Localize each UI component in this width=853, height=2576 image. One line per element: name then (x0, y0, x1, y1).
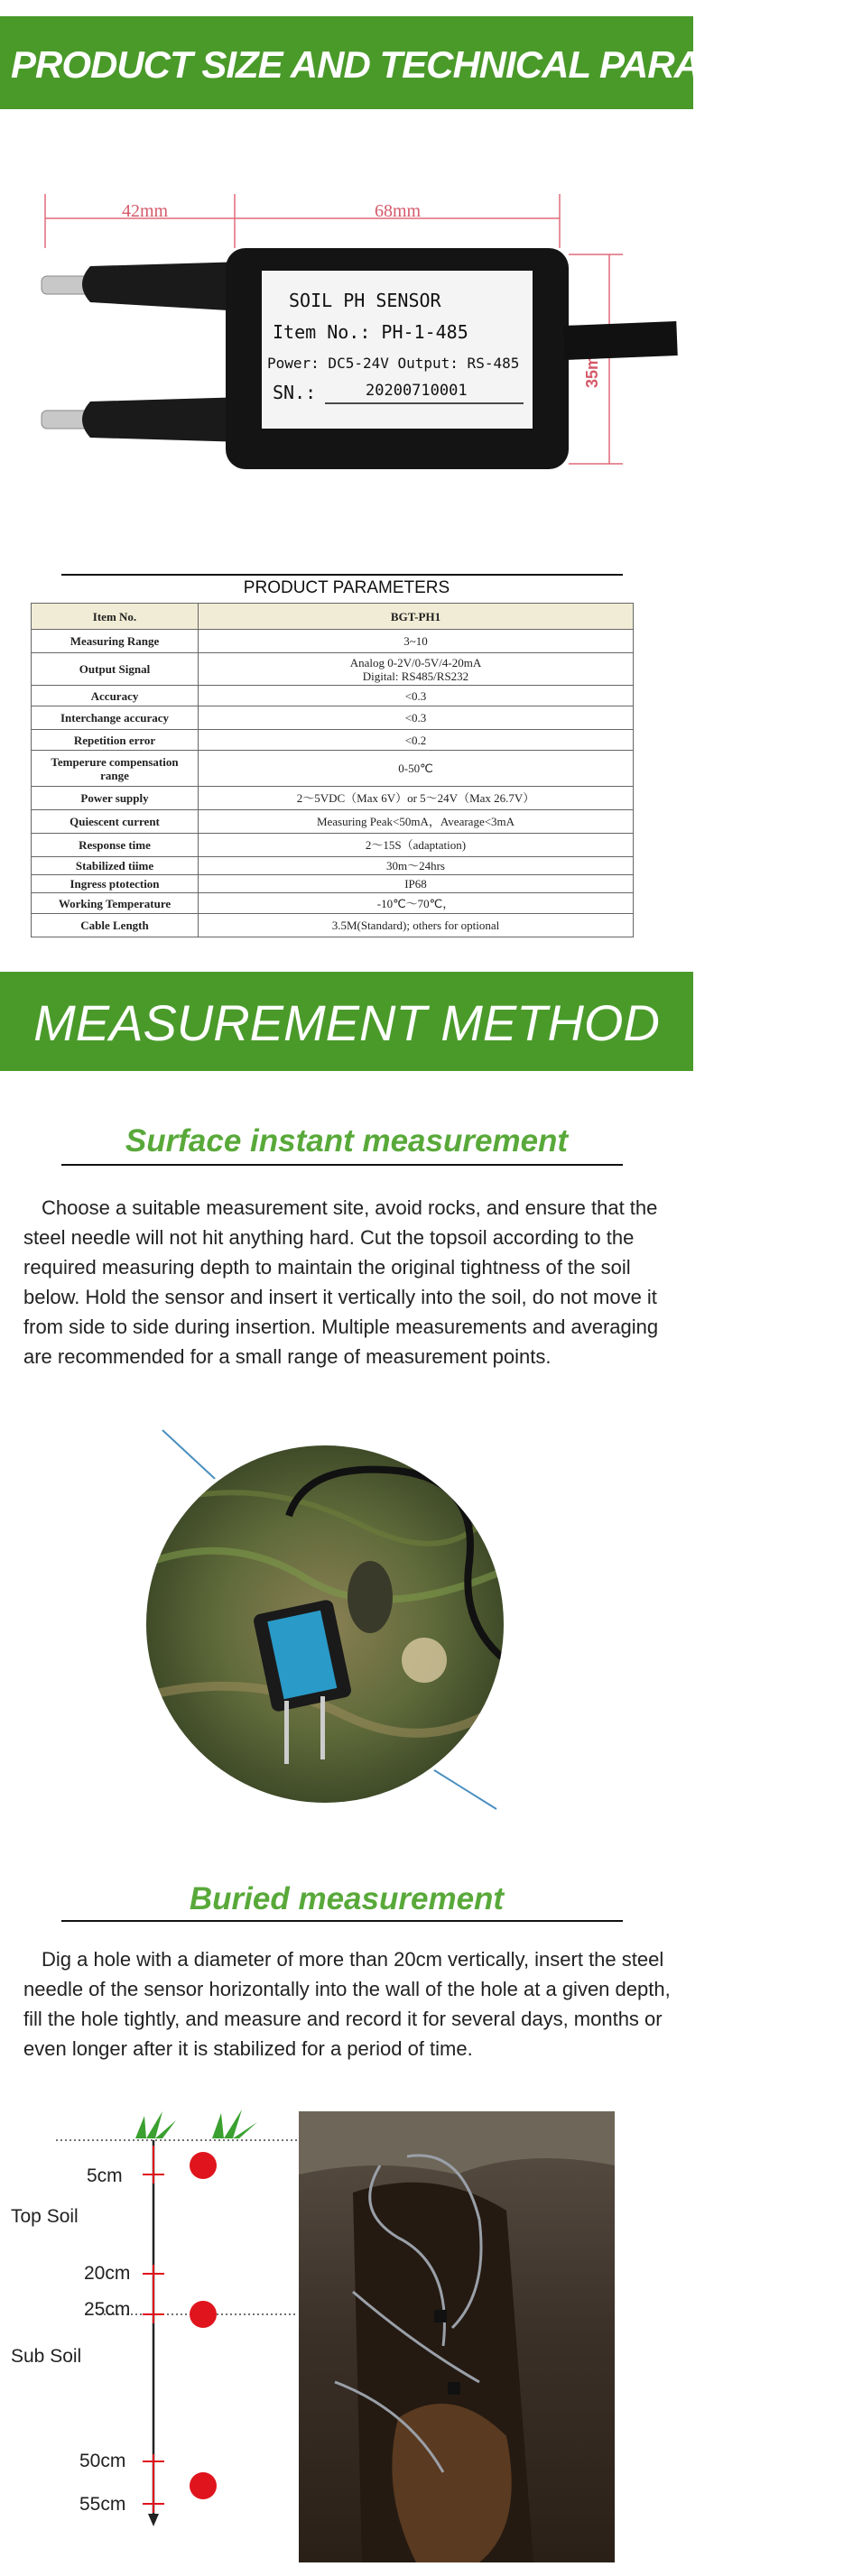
param-name: Quiescent current (32, 810, 199, 834)
params-row (32, 834, 634, 857)
param-name: Measuring Range (32, 630, 199, 653)
sensor-illustration (18, 153, 677, 532)
params-row (32, 893, 634, 914)
layer-top-soil: Top Soil (11, 2206, 79, 2227)
params-row (32, 653, 634, 686)
param-value: <0.3 (199, 686, 634, 706)
params-table (31, 603, 634, 937)
dim-right-label: 68mm (375, 201, 422, 221)
param-value: <0.2 (199, 730, 634, 751)
param-name: Temperure compensation range (32, 751, 199, 787)
surface-paragraph: Choose a suitable measurement site, avoid rocks, and ensure that the steel needle will not hit anything hard. Cut the topsoil according to the required measuring depth to maintain the original tightness of the soil below. Hold the sensor and insert it vertically into the soil, do not move it from side to side during insertion. Multiple measurements and averaging are recommended for a small range of measurement points. (23, 1196, 659, 1368)
param-name: Ingress ptotection (32, 875, 199, 893)
depth-55cm: 55cm (79, 2494, 126, 2515)
param-name: Output Signal (32, 653, 199, 686)
depth-5cm: 5cm (87, 2165, 123, 2186)
params-header-item: Item No. (32, 604, 199, 630)
params-top-rule (61, 574, 623, 576)
sensor-label-line1: SOIL PH SENSOR (289, 290, 441, 311)
param-name: Repetition error (32, 730, 199, 751)
sensor-label-sn-label: SN.: (273, 382, 317, 403)
params-row (32, 810, 634, 834)
param-name: Cable Length (32, 914, 199, 937)
sensor-label-line2: Item No.: PH-1-485 (273, 321, 468, 343)
param-value: Analog 0-2V/0-5V/4-20mA Digital: RS485/RS232 (199, 653, 634, 686)
sensor-product-image (18, 153, 677, 532)
param-value: 3.5M(Standard); others for optional (199, 914, 634, 937)
buried-title: Buried measurement (189, 1881, 505, 1916)
param-value: 0-50℃ (199, 751, 634, 787)
params-header-row (32, 604, 634, 630)
param-value: 2～5VDC（Max 6V）or 5～24V（Max 26.7V） (199, 787, 634, 810)
page-title: PRODUCT SIZE AND TECHNICAL PARAMETERS (11, 43, 853, 86)
param-value: 30m～24hrs (199, 857, 634, 875)
method-banner-title: MEASUREMENT METHOD (33, 994, 660, 1051)
params-row (32, 630, 634, 653)
param-value: <0.3 (199, 706, 634, 730)
param-name: Accuracy (32, 686, 199, 706)
buried-rule (61, 1920, 623, 1922)
params-row (32, 875, 634, 893)
dim-height-label: 35mm (583, 340, 601, 388)
depth-diagram (0, 2093, 298, 2562)
param-value: -10℃～70℃， (199, 893, 634, 914)
param-value: Measuring Peak<50mA，Avearage<3mA (199, 810, 634, 834)
params-row (32, 914, 634, 937)
surface-rule (61, 1164, 623, 1166)
params-row (32, 751, 634, 787)
param-name: Working Temperature (32, 893, 199, 914)
params-header-model: BGT-PH1 (199, 604, 634, 630)
param-name: Power supply (32, 787, 199, 810)
dim-left-label: 42mm (122, 201, 169, 221)
param-value: 2～15S（adaptation) (199, 834, 634, 857)
param-value: IP68 (199, 875, 634, 893)
layer-sub-soil: Sub Soil (11, 2346, 82, 2367)
param-name: Interchange accuracy (32, 706, 199, 730)
param-value: 3~10 (199, 630, 634, 653)
params-row (32, 686, 634, 706)
params-row (32, 787, 634, 810)
params-row (32, 857, 634, 875)
buried-photo (299, 2111, 615, 2562)
depth-20cm: 20cm (84, 2263, 131, 2284)
params-row (32, 706, 634, 730)
top-banner (0, 16, 853, 109)
param-name: Stabilized tiime (32, 857, 199, 875)
depth-25cm: 25cm (84, 2299, 131, 2320)
params-row (32, 730, 634, 751)
param-name: Response time (32, 834, 199, 857)
method-banner (0, 972, 693, 1071)
params-title: PRODUCT PARAMETERS (243, 578, 450, 597)
sensor-label-line3: Power: DC5-24V Output: RS-485 (267, 355, 520, 372)
sensor-label-sn-value: 20200710001 (366, 382, 468, 400)
surface-photo (126, 1426, 524, 1823)
depth-50cm: 50cm (79, 2451, 126, 2471)
surface-title: Surface instant measurement (125, 1123, 569, 1159)
buried-paragraph: Dig a hole with a diameter of more than 20cm vertically, insert the steel needle of the sensor horizontally into the wall of the hole at a given depth, fill the hole tightly, and measure and record it for several days, months or even longer after it is stabilized for a period of time. (23, 1948, 671, 2060)
